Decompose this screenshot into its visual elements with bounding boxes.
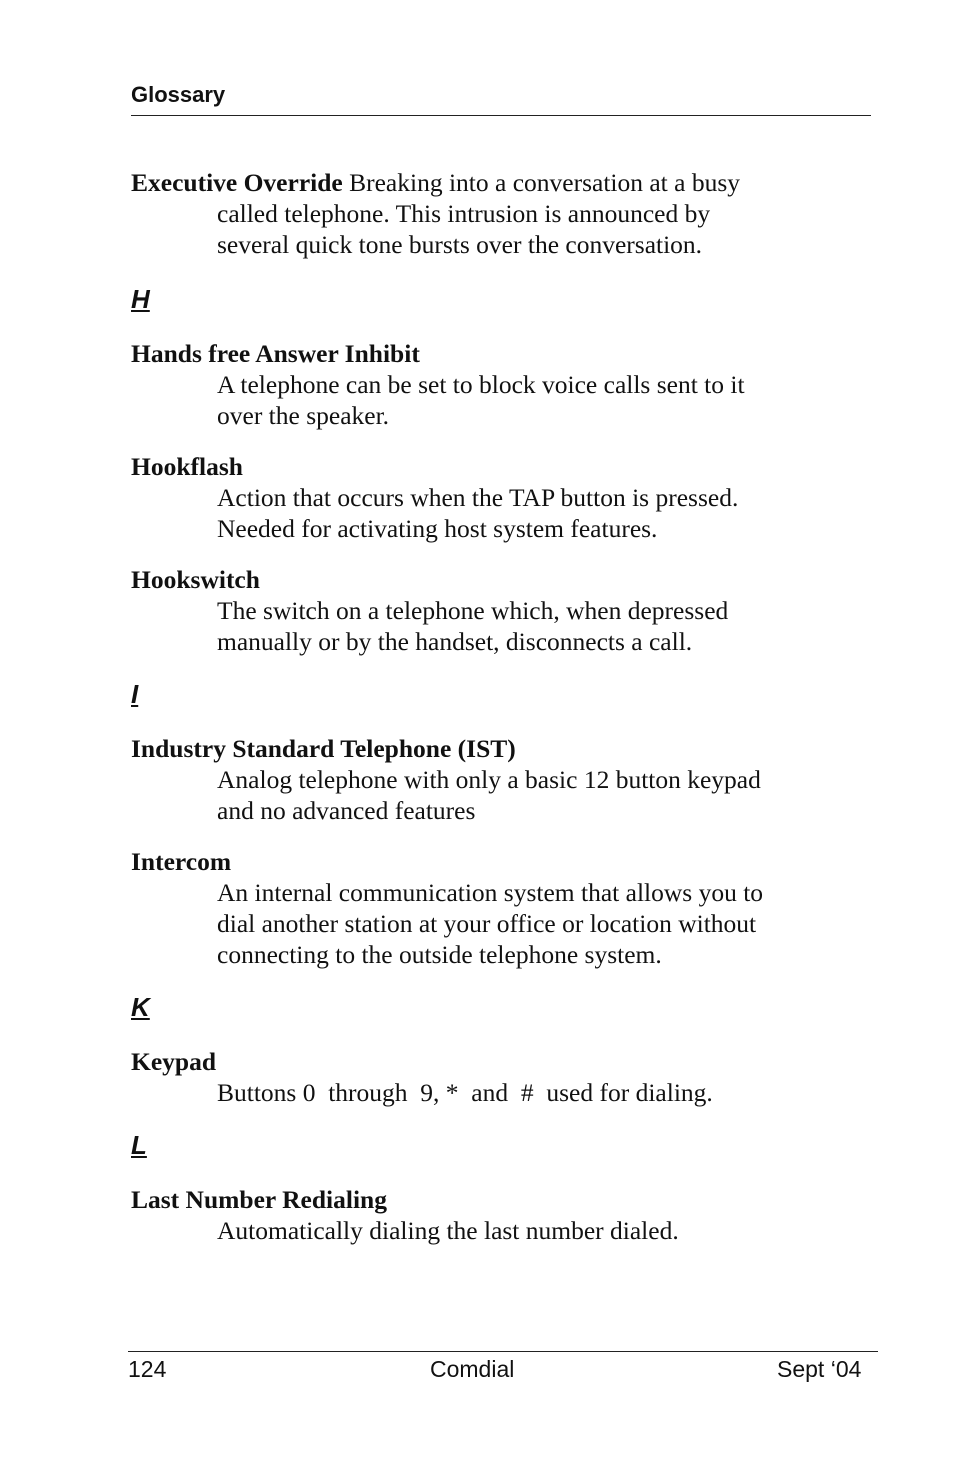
glossary-definition-line: Buttons 0 through 9, * and # used for dialing.: [217, 1078, 713, 1107]
glossary-term: Hands free Answer Inhibit: [131, 339, 420, 368]
glossary-definition-line: Automatically dialing the last number dialed.: [217, 1216, 679, 1245]
glossary-definition-line: connecting to the outside telephone system.: [217, 940, 662, 969]
glossary-definition-line: Analog telephone with only a basic 12 button keypad: [217, 765, 761, 794]
glossary-term: Intercom: [131, 847, 232, 876]
glossary-definition-line: A telephone can be set to block voice calls sent to it: [217, 370, 745, 399]
glossary-entry-intercom: [131, 846, 781, 970]
glossary-content: [131, 167, 781, 1246]
page-header-title: Glossary: [131, 82, 226, 107]
glossary-definition-line: over the speaker.: [217, 401, 390, 430]
glossary-definition-line: and no advanced features: [217, 796, 476, 825]
glossary-entry-executive-override: [131, 167, 781, 260]
section-letter-i: I: [131, 679, 139, 709]
glossary-entry-last-number-redialing: [131, 1184, 781, 1246]
header-divider: [131, 115, 871, 116]
section-letter-k: K: [131, 992, 150, 1022]
glossary-definition-lead: Breaking into a conversation at a busy: [342, 168, 741, 197]
glossary-definition-line: Needed for activating host system features.: [217, 514, 658, 543]
glossary-entry-industry-standard-telephone: [131, 733, 781, 826]
glossary-term: Keypad: [131, 1047, 217, 1076]
glossary-definition-line: called telephone. This intrusion is announced by: [217, 199, 711, 228]
glossary-entry-keypad: [131, 1046, 781, 1108]
section-letter-h: H: [131, 284, 150, 314]
glossary-definition-line: Action that occurs when the TAP button is pressed.: [217, 483, 739, 512]
glossary-definition-line: manually or by the handset, disconnects a call.: [217, 627, 693, 656]
section-letter-l: L: [131, 1130, 147, 1160]
footer-publisher: Comdial: [430, 1356, 515, 1382]
glossary-term: Executive Override: [131, 168, 343, 197]
glossary-entry-hookswitch: [131, 564, 781, 657]
glossary-definition-line: dial another station at your office or location without: [217, 909, 757, 938]
glossary-definition-line: The switch on a telephone which, when depressed: [217, 596, 729, 625]
glossary-term: Last Number Redialing: [131, 1185, 387, 1214]
footer-date: Sept ‘04: [777, 1356, 862, 1382]
glossary-term: Hookflash: [131, 452, 243, 481]
glossary-entry-hands-free-answer-inhibit: [131, 338, 781, 431]
glossary-definition-line: An internal communication system that allows you to: [217, 878, 764, 907]
footer-divider: [128, 1351, 878, 1352]
glossary-term: Hookswitch: [131, 565, 260, 594]
glossary-term: Industry Standard Telephone (IST): [131, 734, 516, 763]
footer-page-number: 124: [128, 1356, 167, 1382]
glossary-entry-hookflash: [131, 451, 781, 544]
glossary-definition-line: several quick tone bursts over the conversation.: [217, 230, 703, 259]
